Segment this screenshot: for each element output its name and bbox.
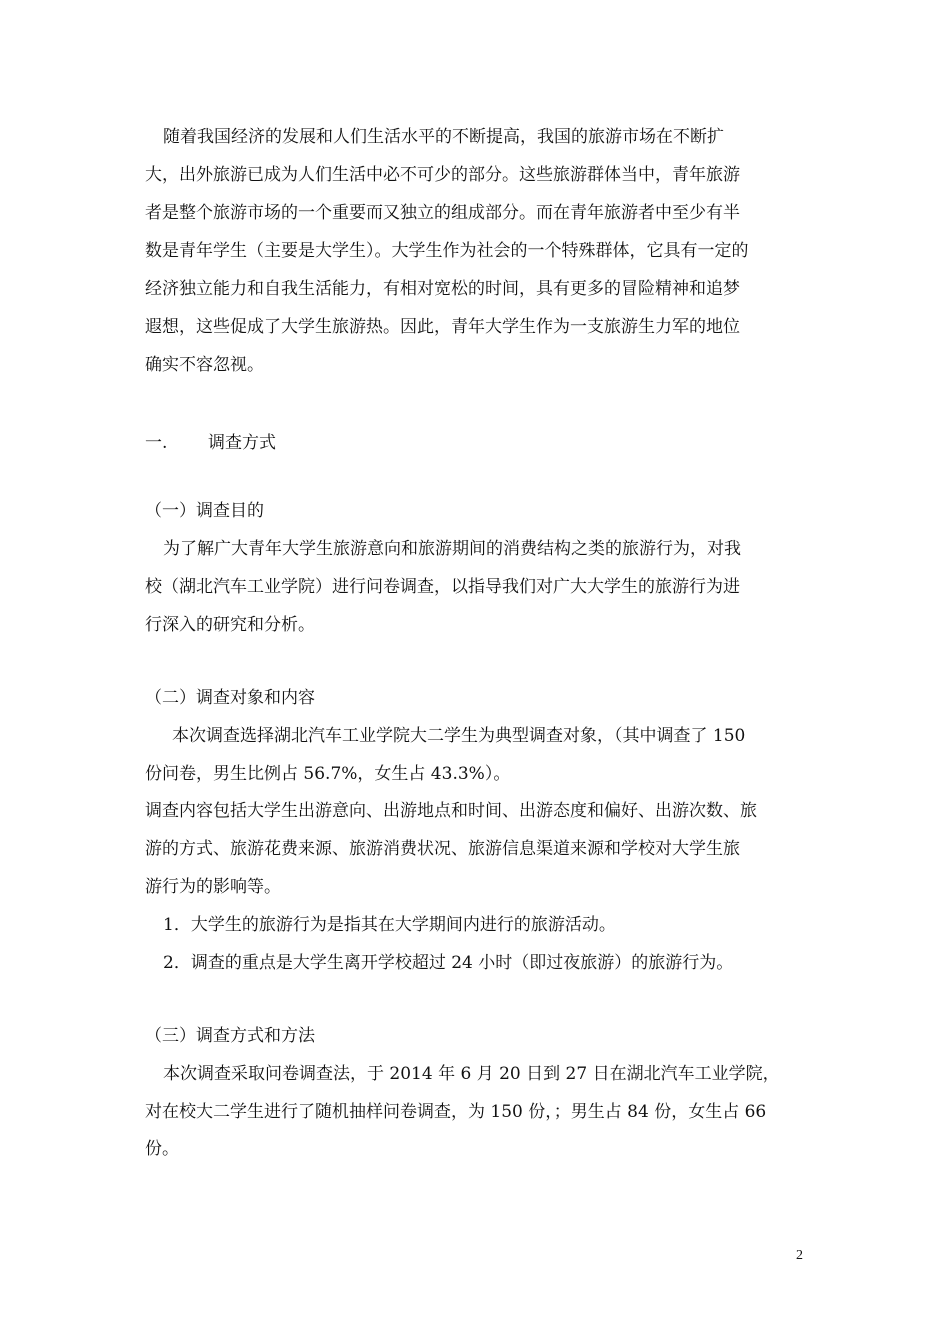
text-line: 遐想，这些促成了大学生旅游热。因此，青年大学生作为一支旅游生力军的地位 (145, 317, 740, 337)
text-line: 为了解广大青年大学生旅游意向和旅游期间的消费结构之类的旅游行为，对我 (163, 539, 741, 559)
text-line: 对在校大二学生进行了随机抽样问卷调查，为 150 份，；男生占 84 份，女生占 66 (145, 1102, 767, 1122)
text-line: 者是整个旅游市场的一个重要而又独立的组成部分。而在青年旅游者中至少有半 (145, 203, 740, 223)
page-number: 2 (796, 1248, 803, 1263)
list-item: 1．大学生的旅游行为是指其在大学期间内进行的旅游活动。 (163, 915, 616, 935)
subsection-heading: （二）调查对象和内容 (145, 688, 315, 708)
text-line: 本次调查选择湖北汽车工业学院大二学生为典型调查对象，（其中调查了 150 (172, 726, 746, 746)
section-number: 一. (145, 433, 168, 453)
list-item: 2．调查的重点是大学生离开学校超过 24 小时（即过夜旅游）的旅游行为。 (163, 953, 734, 973)
text-line: 游行为的影响等。 (145, 877, 281, 897)
subsection-heading: （三）调查方式和方法 (145, 1026, 315, 1046)
text-line: 随着我国经济的发展和人们生活水平的不断提高，我国的旅游市场在不断扩 (163, 127, 724, 147)
text-line: 份。 (145, 1139, 179, 1159)
text-line: 确实不容忽视。 (145, 355, 264, 375)
text-line: 行深入的研究和分析。 (145, 615, 315, 635)
subsection-heading: （一）调查目的 (145, 501, 264, 521)
text-line: 校（湖北汽车工业学院）进行问卷调查，以指导我们对广大大学生的旅游行为进 (145, 577, 740, 597)
text-line: 游的方式、旅游花费来源、旅游消费状况、旅游信息渠道来源和学校对大学生旅 (145, 839, 740, 859)
text-line: 经济独立能力和自我生活能力，有相对宽松的时间，具有更多的冒险精神和追梦 (145, 279, 740, 299)
text-line: 数是青年学生（主要是大学生）。大学生作为社会的一个特殊群体，它具有一定的 (145, 241, 749, 261)
text-line: 份问卷，男生比例占 56.7%，女生占 43.3%）。 (145, 764, 511, 784)
text-line: 调查内容包括大学生出游意向、出游地点和时间、出游态度和偏好、出游次数、旅 (145, 801, 757, 821)
section-title: 调查方式 (208, 433, 276, 453)
text-line: 大，出外旅游已成为人们生活中必不可少的部分。这些旅游群体当中，青年旅游 (145, 165, 740, 185)
text-line: 本次调查采取问卷调查法，于 2014 年 6 月 20 日到 27 日在湖北汽车工业学院， (163, 1064, 780, 1084)
